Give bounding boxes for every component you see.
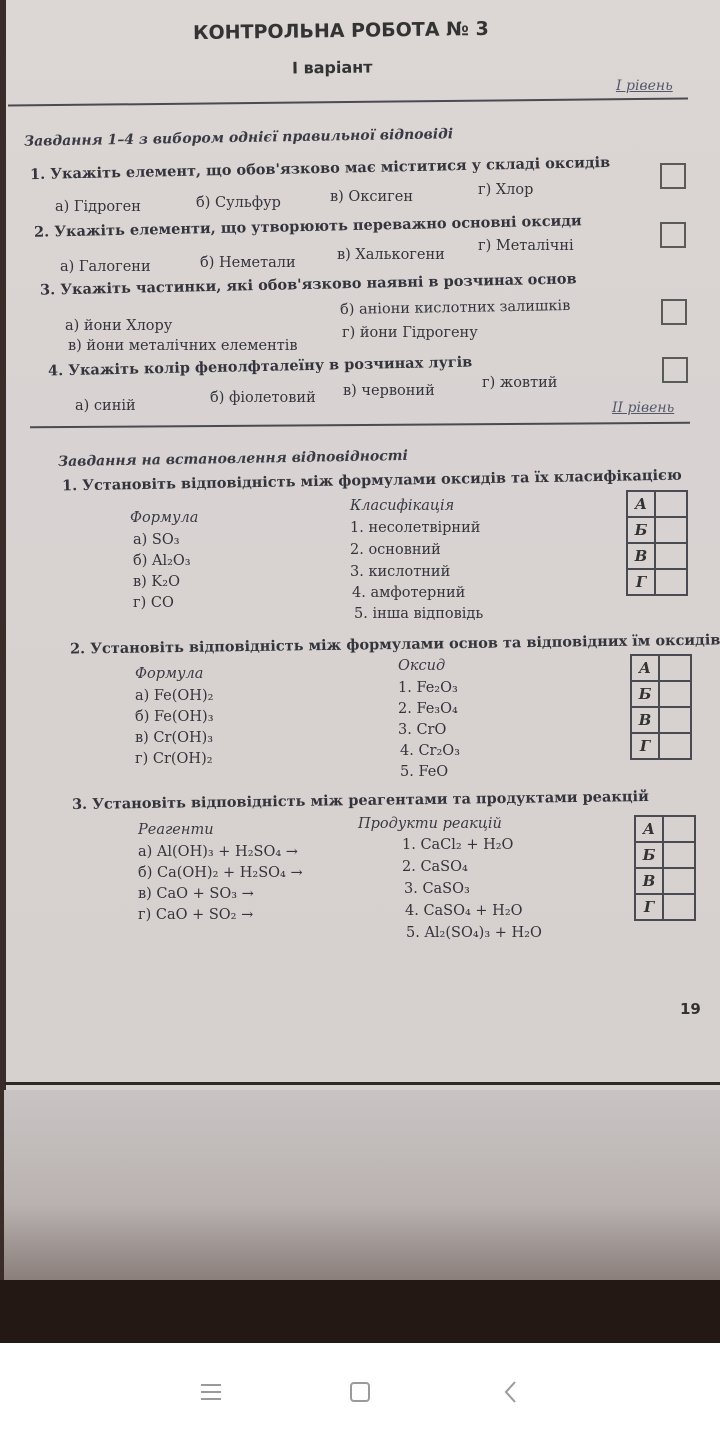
answer-cell[interactable]	[659, 707, 691, 733]
task1-left-item: г) CO	[133, 595, 174, 611]
answer-cell[interactable]	[659, 655, 691, 681]
home-icon[interactable]	[346, 1378, 374, 1406]
back-icon[interactable]	[497, 1378, 525, 1406]
task3-right-item: 1. CaCl₂ + H₂O	[402, 837, 514, 853]
task3-left-header: Реагенти	[138, 822, 214, 838]
matching-task-1: 1. Установіть відповідність між формулами оксидів та їх класифікацією	[61, 466, 682, 495]
task3-left-item: в) CaO + SO₃ →	[138, 886, 254, 902]
answer-cell[interactable]	[655, 569, 687, 595]
task3-left-item: а) Al(OH)₃ + H₂SO₄ →	[138, 844, 298, 860]
task2-left-item: г) Cr(OH)₂	[135, 751, 213, 767]
grid-letter: В	[627, 543, 655, 569]
matching-task-3: 3. Установіть відповідність між реагентами та продуктами реакцій	[71, 787, 649, 814]
answer-cell[interactable]	[659, 733, 691, 759]
grid-letter: Г	[627, 569, 655, 595]
answer-cell[interactable]	[663, 816, 695, 842]
answer-cell[interactable]	[663, 894, 695, 920]
task3-right-item: 3. CaSO₃	[404, 881, 470, 897]
task2-right-item: 3. CrO	[398, 722, 447, 738]
grid-letter: А	[635, 816, 663, 842]
answer-grid-task3	[634, 815, 696, 921]
page-number: 19	[680, 1000, 701, 1018]
task3-right-item: 5. Al₂(SO₄)₃ + H₂O	[406, 925, 542, 941]
task3-left-item: г) CaO + SO₂ →	[138, 907, 254, 923]
task1-left-item: в) K₂O	[133, 574, 180, 590]
page-title: КОНТРОЛЬНА РОБОТА № 3	[192, 17, 489, 45]
answer-cell[interactable]	[659, 681, 691, 707]
task2-left-item: б) Fe(OH)₃	[135, 709, 214, 725]
q2-option-c: в) Халькогени	[337, 247, 445, 263]
q3-option-a: а) йони Хлору	[65, 318, 173, 334]
q3-answer-box[interactable]	[661, 299, 687, 325]
task2-right-item: 5. FeO	[400, 764, 449, 780]
matching-task-2: 2. Установіть відповідність між формулами основ та відповідних їм оксидів	[69, 631, 720, 658]
next-page	[4, 1090, 720, 1280]
q1-option-d: г) Хлор	[478, 182, 534, 198]
task1-left-item: а) SO₃	[133, 532, 180, 548]
task3-right-item: 4. CaSO₄ + H₂O	[405, 903, 523, 919]
q2-option-b: б) Неметали	[200, 255, 296, 271]
menu-icon[interactable]	[197, 1378, 225, 1406]
level-2-label: ІІ рівень	[612, 400, 675, 416]
task1-right-item: 4. амфотерний	[352, 585, 466, 601]
task1-right-header: Класифікація	[350, 498, 455, 514]
page-edge	[4, 1082, 720, 1085]
task2-right-header: Оксид	[398, 658, 446, 674]
q3-option-c: в) йони металічних елементів	[68, 338, 298, 354]
question-4: 4. Укажіть колір фенолфталеїну в розчинах лугів	[47, 353, 473, 380]
q4-option-a: а) синій	[75, 398, 136, 414]
variant-label: І варіант	[291, 57, 373, 78]
q3-option-b: б) аніони кислотних залишків	[339, 297, 571, 319]
section-2-title: Завдання на встановлення відповідності	[57, 447, 409, 471]
answer-cell[interactable]	[655, 491, 687, 517]
question-1: 1. Укажіть елемент, що обов'язково має міститися у складі оксидів	[29, 153, 611, 184]
level-1-label: І рівень	[616, 78, 673, 94]
question-3: 3. Укажіть частинки, які обов'язково наявні в розчинах основ	[39, 270, 577, 299]
task2-right-item: 1. Fe₂O₃	[398, 680, 458, 696]
grid-letter: Б	[627, 517, 655, 543]
grid-letter: В	[635, 868, 663, 894]
task2-left-header: Формула	[135, 666, 204, 682]
answer-grid-task2	[630, 654, 692, 760]
answer-cell[interactable]	[655, 517, 687, 543]
task1-left-header: Формула	[130, 510, 199, 526]
q2-answer-box[interactable]	[660, 222, 686, 248]
q4-option-b: б) фіолетовий	[210, 390, 316, 406]
q1-option-b: б) Сульфур	[196, 195, 281, 211]
background-surface	[0, 1280, 720, 1343]
task2-right-item: 2. Fe₃O₄	[398, 701, 458, 717]
task2-left-item: а) Fe(OH)₂	[135, 688, 214, 704]
q1-option-a: а) Гідроген	[55, 199, 141, 215]
grid-letter: А	[631, 655, 659, 681]
answer-grid-task1	[626, 490, 688, 596]
q2-option-a: а) Галогени	[60, 259, 151, 275]
answer-cell[interactable]	[655, 543, 687, 569]
task1-right-item: 5. інша відповідь	[354, 606, 484, 622]
grid-letter: Г	[631, 733, 659, 759]
q1-answer-box[interactable]	[660, 163, 686, 189]
task3-left-item: б) Ca(OH)₂ + H₂SO₄ →	[138, 865, 303, 881]
grid-letter: Г	[635, 894, 663, 920]
grid-letter: В	[631, 707, 659, 733]
q1-option-c: в) Оксиген	[330, 189, 414, 205]
answer-cell[interactable]	[663, 842, 695, 868]
q4-option-c: в) червоний	[343, 383, 435, 399]
task3-right-item: 2. CaSO₄	[402, 859, 468, 875]
section-1-title: Завдання 1–4 з вибором однієї правильної відповіді	[23, 126, 454, 150]
q4-option-d: г) жовтий	[482, 375, 558, 391]
task1-left-item: б) Al₂O₃	[133, 553, 191, 569]
task1-right-item: 1. несолетвірний	[350, 520, 481, 536]
grid-letter: Б	[631, 681, 659, 707]
question-2: 2. Укажіть елементи, що утворюють переважно основні оксиди	[33, 212, 582, 241]
task1-right-item: 2. основний	[350, 542, 441, 558]
task2-right-item: 4. Cr₂O₃	[400, 743, 460, 759]
q2-option-d: г) Металічні	[478, 238, 574, 254]
answer-cell[interactable]	[663, 868, 695, 894]
task2-left-item: в) Cr(OH)₃	[135, 730, 214, 746]
grid-letter: А	[627, 491, 655, 517]
task3-right-header: Продукти реакцій	[358, 816, 502, 832]
q4-answer-box[interactable]	[662, 357, 688, 383]
grid-letter: Б	[635, 842, 663, 868]
task1-right-item: 3. кислотний	[350, 564, 451, 580]
q3-option-d: г) йони Гідрогену	[342, 325, 478, 341]
